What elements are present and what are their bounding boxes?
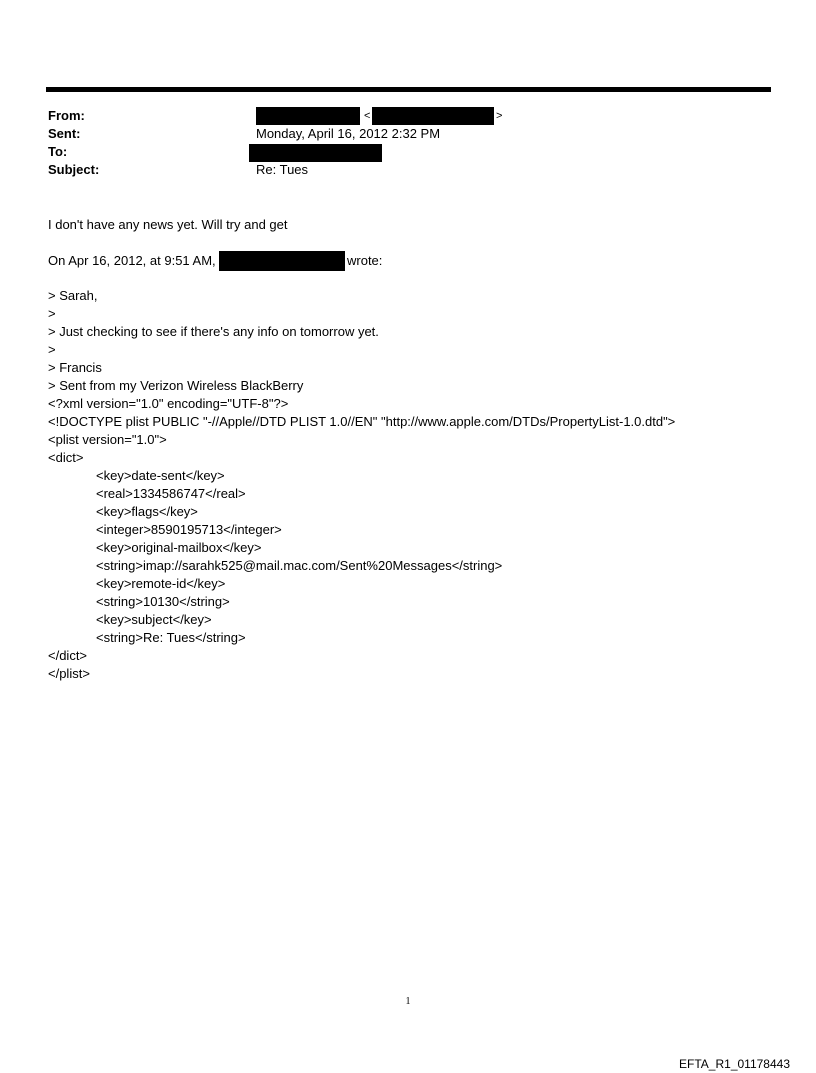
- body-line: <!DOCTYPE plist PUBLIC "-//Apple//DTD PLIST 1.0//EN" "http://www.apple.com/DTDs/PropertyList-1.0.dtd">: [48, 414, 676, 429]
- to-redaction: [249, 144, 382, 162]
- body-line: > Sarah,: [48, 288, 98, 303]
- subject-value: Re: Tues: [256, 162, 309, 177]
- quote-intro-prefix: On Apr 16, 2012, at 9:51 AM,: [48, 253, 216, 268]
- header-rule: [46, 87, 771, 92]
- subject-label: Subject:: [48, 162, 100, 177]
- quote-sender-redaction: [219, 251, 345, 271]
- dict-line: <key>date-sent</key>: [96, 468, 225, 483]
- dict-line: <real>1334586747</real>: [96, 486, 246, 501]
- dict-line: <key>original-mailbox</key>: [96, 540, 262, 555]
- body-line: <plist version="1.0">: [48, 432, 167, 447]
- dict-line: <key>flags</key>: [96, 504, 198, 519]
- page-number: 1: [405, 996, 411, 1007]
- from-lt-bracket: <: [364, 110, 371, 122]
- body-line: > Just checking to see if there's any info on tomorrow yet.: [48, 324, 379, 339]
- dict-line: <string>imap://sarahk525@mail.mac.com/Sent%20Messages</string>: [96, 558, 503, 573]
- closing-line: </plist>: [48, 666, 90, 681]
- body-line: >: [48, 306, 56, 321]
- dict-line: <integer>8590195713</integer>: [96, 522, 282, 537]
- document-id: EFTA_R1_01178443: [679, 1057, 790, 1071]
- sent-value: Monday, April 16, 2012 2:32 PM: [256, 126, 441, 141]
- from-label: From:: [48, 108, 85, 123]
- body-line: > Francis: [48, 360, 102, 375]
- sent-label: Sent:: [48, 126, 81, 141]
- dict-line: <key>subject</key>: [96, 612, 212, 627]
- closing-line: </dict>: [48, 648, 88, 663]
- quote-intro-suffix: wrote:: [347, 253, 383, 268]
- from-name-redaction: [256, 107, 360, 125]
- reply-line: I don't have any news yet. Will try and get: [48, 217, 288, 232]
- body-line: > Sent from my Verizon Wireless BlackBerry: [48, 378, 304, 393]
- dict-line: <string>Re: Tues</string>: [96, 630, 246, 645]
- from-email-redaction: [372, 107, 494, 125]
- body-line: <?xml version="1.0" encoding="UTF-8"?>: [48, 396, 289, 411]
- body-line: <dict>: [48, 450, 84, 465]
- dict-line: <key>remote-id</key>: [96, 576, 226, 591]
- from-gt-bracket: >: [496, 110, 503, 122]
- dict-line: <string>10130</string>: [96, 594, 230, 609]
- body-line: >: [48, 342, 56, 357]
- to-label: To:: [48, 144, 68, 159]
